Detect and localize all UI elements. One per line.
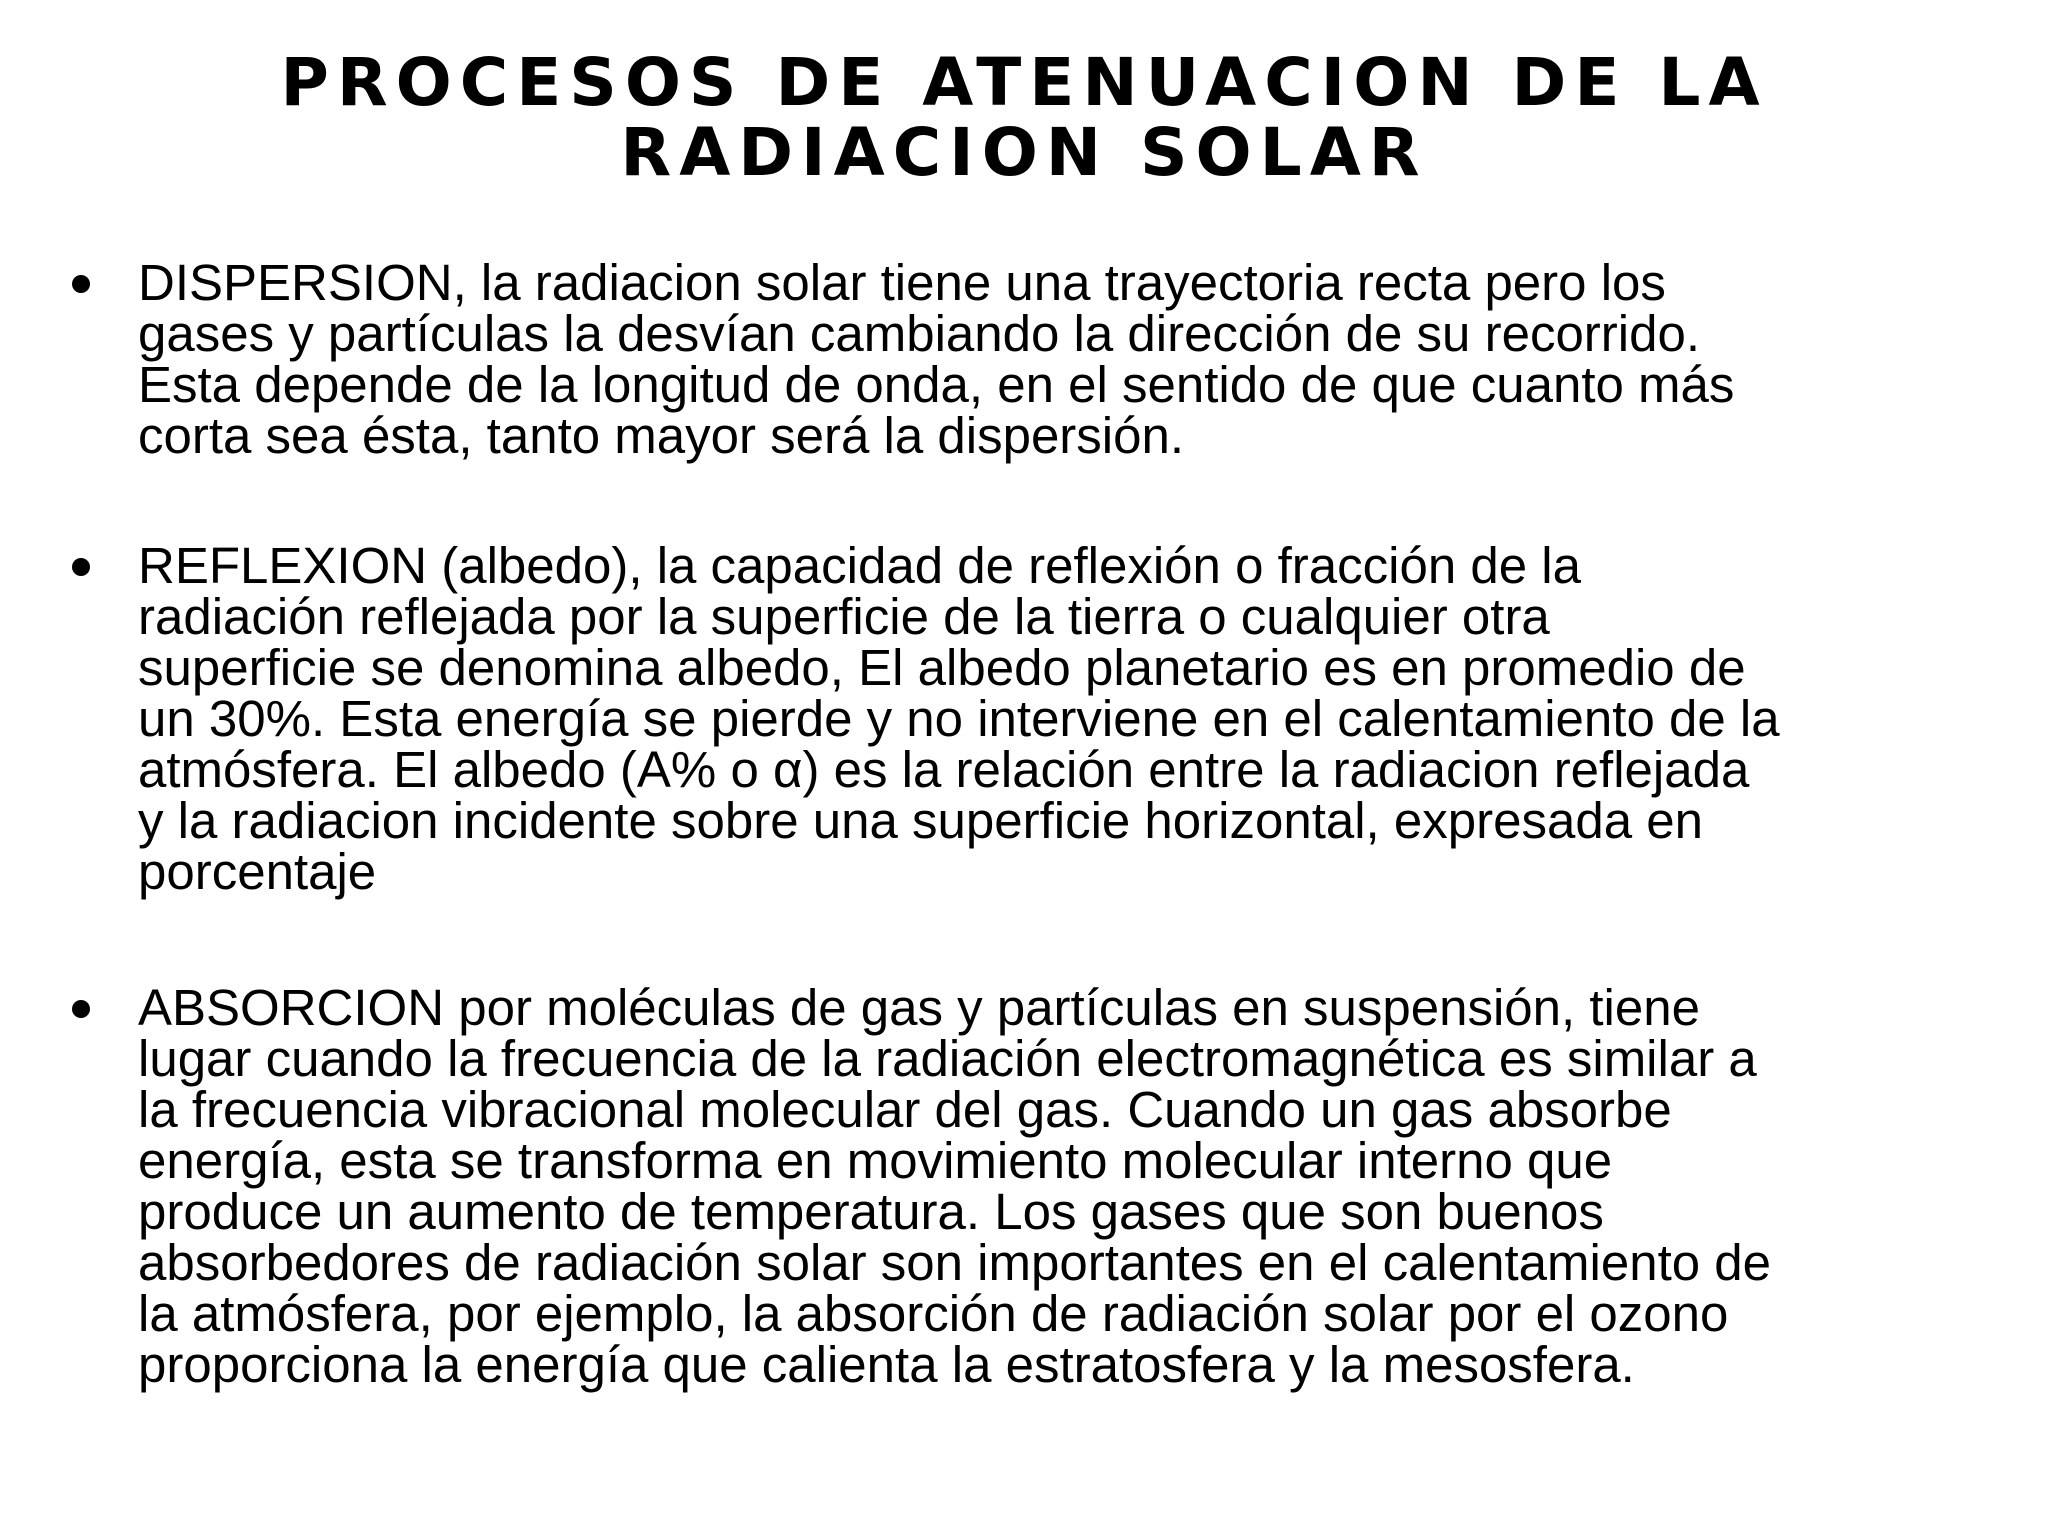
text-line: proporciona la energía que calienta la estratosfera y la mesosfera. bbox=[138, 1336, 1635, 1393]
text-line: la frecuencia vibracional molecular del gas. Cuando un gas absorbe bbox=[138, 1081, 1672, 1138]
bullet-dot-icon bbox=[72, 558, 90, 576]
slide-title bbox=[0, 44, 2048, 191]
bullet-text bbox=[138, 537, 2018, 900]
text-line: gases y partículas la desvían cambiando la dirección de su recorrido. bbox=[138, 305, 1700, 362]
text-line: energía, esta se transforma en movimiento molecular interno que bbox=[138, 1132, 1613, 1189]
text-line: DISPERSION, la radiacion solar tiene una trayectoria recta pero los bbox=[138, 254, 1666, 311]
text-line: lugar cuando la frecuencia de la radiación electromagnética es similar a bbox=[138, 1030, 1757, 1087]
text-line: atmósfera. El albedo (A% o α) es la relación entre la radiacion reflejada bbox=[138, 741, 1750, 798]
text-line: porcentaje bbox=[138, 843, 377, 900]
text-line: radiación reflejada por la superficie de la tierra o cualquier otra bbox=[138, 588, 1550, 645]
text-line: y la radiacion incidente sobre una superficie horizontal, expresada en bbox=[138, 792, 1703, 849]
slide-title-line: PROCESOS DE ATENUACION DE LA bbox=[280, 44, 1768, 121]
slide-title-line: RADIACION SOLAR bbox=[620, 114, 1428, 191]
bullet-dot-icon bbox=[72, 1000, 90, 1018]
text-line: un 30%. Esta energía se pierde y no interviene en el calentamiento de la bbox=[138, 690, 1780, 747]
text-line: REFLEXION (albedo), la capacidad de reflexión o fracción de la bbox=[138, 537, 1581, 594]
text-line: superficie se denomina albedo, El albedo planetario es en promedio de bbox=[138, 639, 1746, 696]
bullet-dot-icon bbox=[72, 275, 90, 293]
bullet-text bbox=[138, 254, 2018, 464]
text-line: Esta depende de la longitud de onda, en el sentido de que cuanto más bbox=[138, 356, 1735, 413]
bullet-text bbox=[138, 979, 2018, 1393]
text-line: absorbedores de radiación solar son importantes en el calentamiento de bbox=[138, 1234, 1771, 1291]
text-line: corta sea ésta, tanto mayor será la dispersión. bbox=[138, 407, 1185, 464]
text-line: ABSORCION por moléculas de gas y partículas en suspensión, tiene bbox=[138, 979, 1700, 1036]
text-line: la atmósfera, por ejemplo, la absorción de radiación solar por el ozono bbox=[138, 1285, 1729, 1342]
text-line: produce un aumento de temperatura. Los gases que son buenos bbox=[138, 1183, 1604, 1240]
